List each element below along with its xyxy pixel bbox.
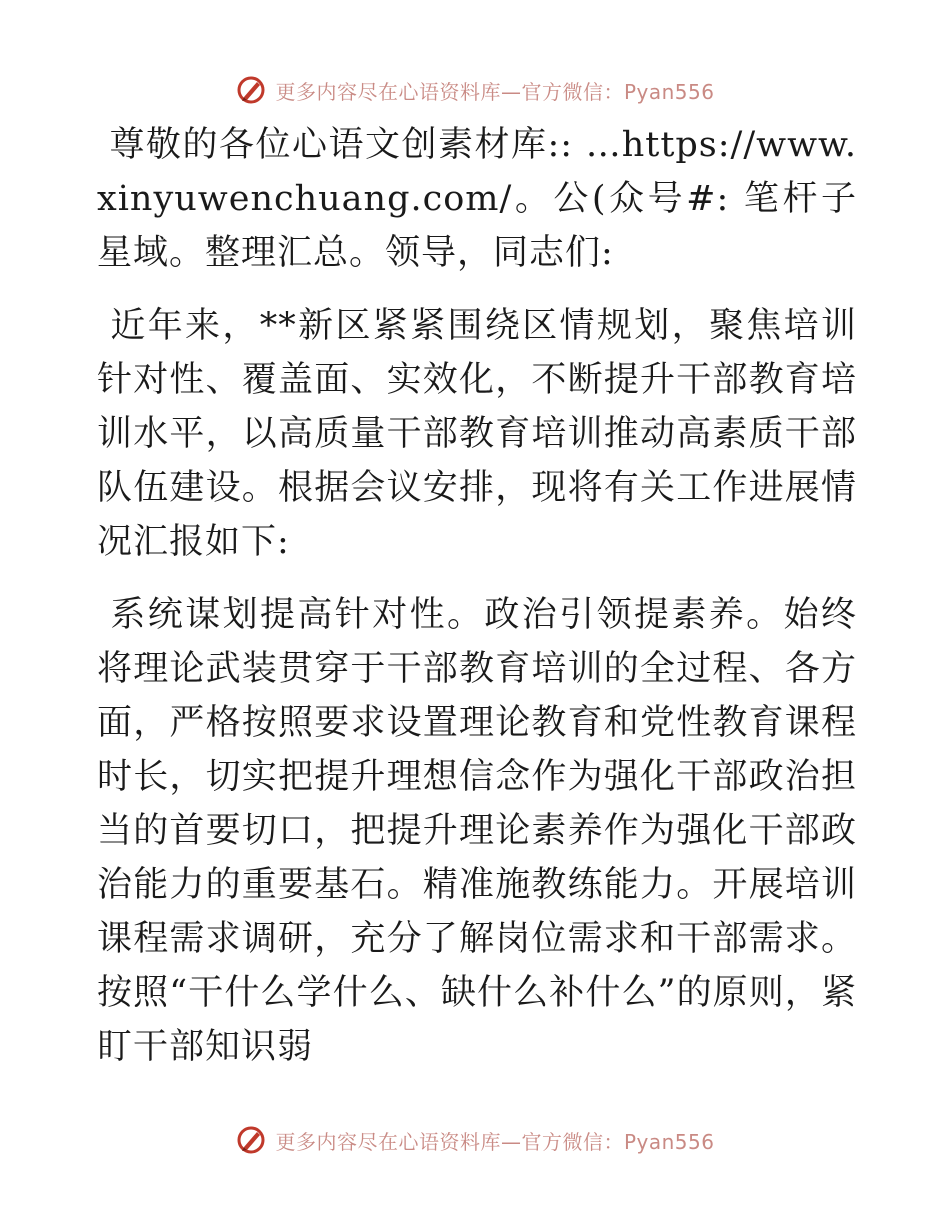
paragraph-intro: 近年来，**新区紧紧围绕区情规划，聚焦培训针对性、覆盖面、实效化，不断提升干部教育培训水平，以高质量干部教育培训推动高素质干部队伍建设。根据会议安排，现将有关工作进展情况汇报如下:	[97, 306, 857, 562]
watermark-text: 更多内容尽在心语资料库—官方微信：Pyan556	[275, 79, 715, 104]
pen-logo-icon	[235, 74, 267, 106]
pen-logo-icon	[235, 1124, 267, 1156]
footer-watermark	[0, 1120, 950, 1160]
paragraph-greeting: 尊敬的各位心语文创素材库:: …https://www.xinyuwenchuang.com/。公(众号#: 笔杆子星域。整理汇总。领导，同志们:	[97, 125, 857, 273]
document-body	[97, 118, 857, 1074]
watermark-text: 更多内容尽在心语资料库—官方微信：Pyan556	[275, 1129, 715, 1154]
paragraph-section: 系统谋划提高针对性。政治引领提素养。始终将理论武装贯穿于干部教育培训的全过程、各方面，严格按照要求设置理论教育和党性教育课程时长，切实把提升理想信念作为强化干部政治担当的首要切口，把提升理论素养作为强化干部政治能力的重要基石。精准施教练能力。开展培训课程需求调研，充分了解岗位需求和干部需求。按照“干什么学什么、缺什么补什么”的原则，紧盯干部知识弱	[97, 595, 857, 1067]
header-watermark	[0, 70, 950, 110]
